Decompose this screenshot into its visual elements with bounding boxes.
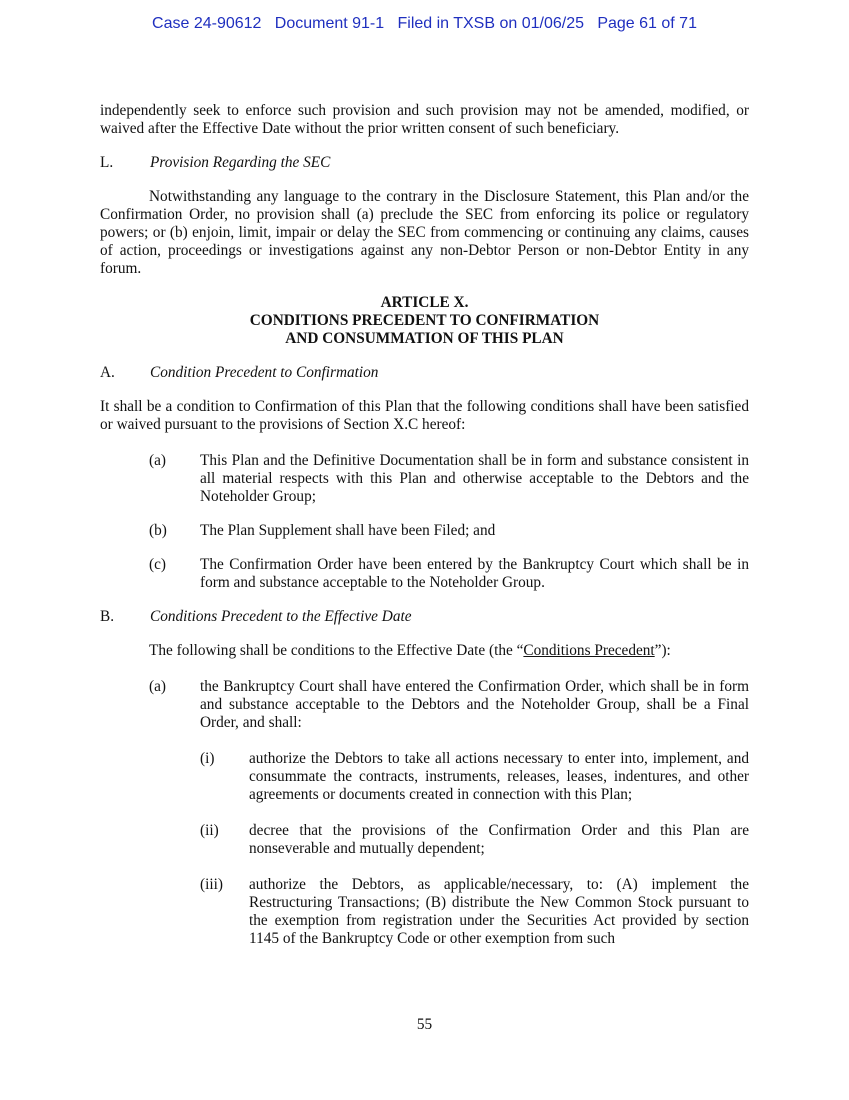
section-l-heading	[100, 154, 749, 172]
item-text: the Bankruptcy Court shall have entered the Confirmation Order, which shall be in form and substance acceptable to the Debtors and the Noteholder Group, shall be a Final Order, and shall:	[200, 678, 749, 731]
list-item	[149, 452, 749, 506]
subitem-number: (ii)	[200, 822, 219, 839]
page-number: 55	[416, 1016, 433, 1033]
section-b-letter: B.	[100, 608, 115, 625]
item-number: (a)	[149, 452, 166, 469]
item-number: (c)	[149, 556, 166, 573]
document-page	[100, 102, 749, 948]
article-title-line2: AND CONSUMMATION OF THIS PLAN	[285, 330, 564, 347]
subitem-number: (iii)	[200, 876, 223, 893]
item-number: (b)	[149, 522, 167, 539]
section-l-paragraph: Notwithstanding any language to the contrary in the Disclosure Statement, this Plan and/or the Confirmation Order, no provision shall (a) preclude the SEC from enforcing its police or regulatory powers; or (b) enjoin, limit, impair or delay the SEC from commencing or continuing any claims, causes of action, proceedings or investigations against any non-Debtor Person or non-Debtor Entity in any forum.	[100, 188, 749, 277]
sub-list-item	[200, 876, 749, 948]
section-l-title: Provision Regarding the SEC	[150, 154, 331, 171]
sub-list-item	[200, 750, 749, 804]
list-item	[149, 678, 749, 732]
sub-list-item	[200, 822, 749, 858]
continuation-paragraph: independently seek to enforce such provision and such provision may not be amended, modified, or waived after the Effective Date without the prior written consent of such beneficiary.	[100, 102, 749, 137]
item-text: This Plan and the Definitive Documentation shall be in form and substance consistent in all material respects with this Plan and otherwise acceptable to the Debtors and the Noteholder Group;	[200, 452, 749, 505]
list-item	[149, 522, 749, 540]
section-a-title: Condition Precedent to Confirmation	[150, 364, 379, 381]
filing-stamp: Case 24-90612 Document 91-1 Filed in TXSB on 01/06/25 Page 61 of 71	[152, 15, 697, 32]
list-item	[149, 556, 749, 592]
section-b-heading	[100, 608, 749, 626]
section-a-heading	[100, 364, 749, 382]
section-l-letter: L.	[100, 154, 114, 171]
article-title-line1: CONDITIONS PRECEDENT TO CONFIRMATION	[249, 312, 600, 329]
defined-term: Conditions Precedent	[523, 642, 655, 659]
subitem-number: (i)	[200, 750, 215, 767]
item-text: The Plan Supplement shall have been Filed; and	[200, 522, 496, 539]
item-number: (a)	[149, 678, 166, 695]
article-heading	[100, 294, 749, 348]
item-text: The Confirmation Order have been entered by the Bankruptcy Court which shall be in form and substance acceptable to the Noteholder Group.	[200, 556, 749, 591]
subitem-text: authorize the Debtors to take all actions necessary to enter into, implement, and consummate the contracts, instruments, releases, leases, indentures, and other agreements or documents created in connection with this Plan;	[249, 750, 749, 803]
subitem-text: authorize the Debtors, as applicable/necessary, to: (A) implement the Restructuring Transactions; (B) distribute the New Common Stock pursuant to the exemption from registration under the Securities Act provided by section 1145 of the Bankruptcy Code or other exemption from such	[249, 876, 749, 947]
section-a-letter: A.	[100, 364, 115, 381]
article-number: ARTICLE X.	[380, 294, 469, 311]
intro-text-after: ”):	[654, 642, 671, 659]
section-a-intro: It shall be a condition to Confirmation of this Plan that the following conditions shall have been satisfied or waived pursuant to the provisions of Section X.C hereof:	[100, 398, 749, 433]
subitem-text: decree that the provisions of the Confirmation Order and this Plan are nonseverable and mutually dependent;	[249, 822, 749, 857]
section-b-intro	[100, 642, 749, 660]
section-b-title: Conditions Precedent to the Effective Date	[150, 608, 412, 625]
intro-text-before: The following shall be conditions to the Effective Date (the “	[149, 642, 524, 659]
